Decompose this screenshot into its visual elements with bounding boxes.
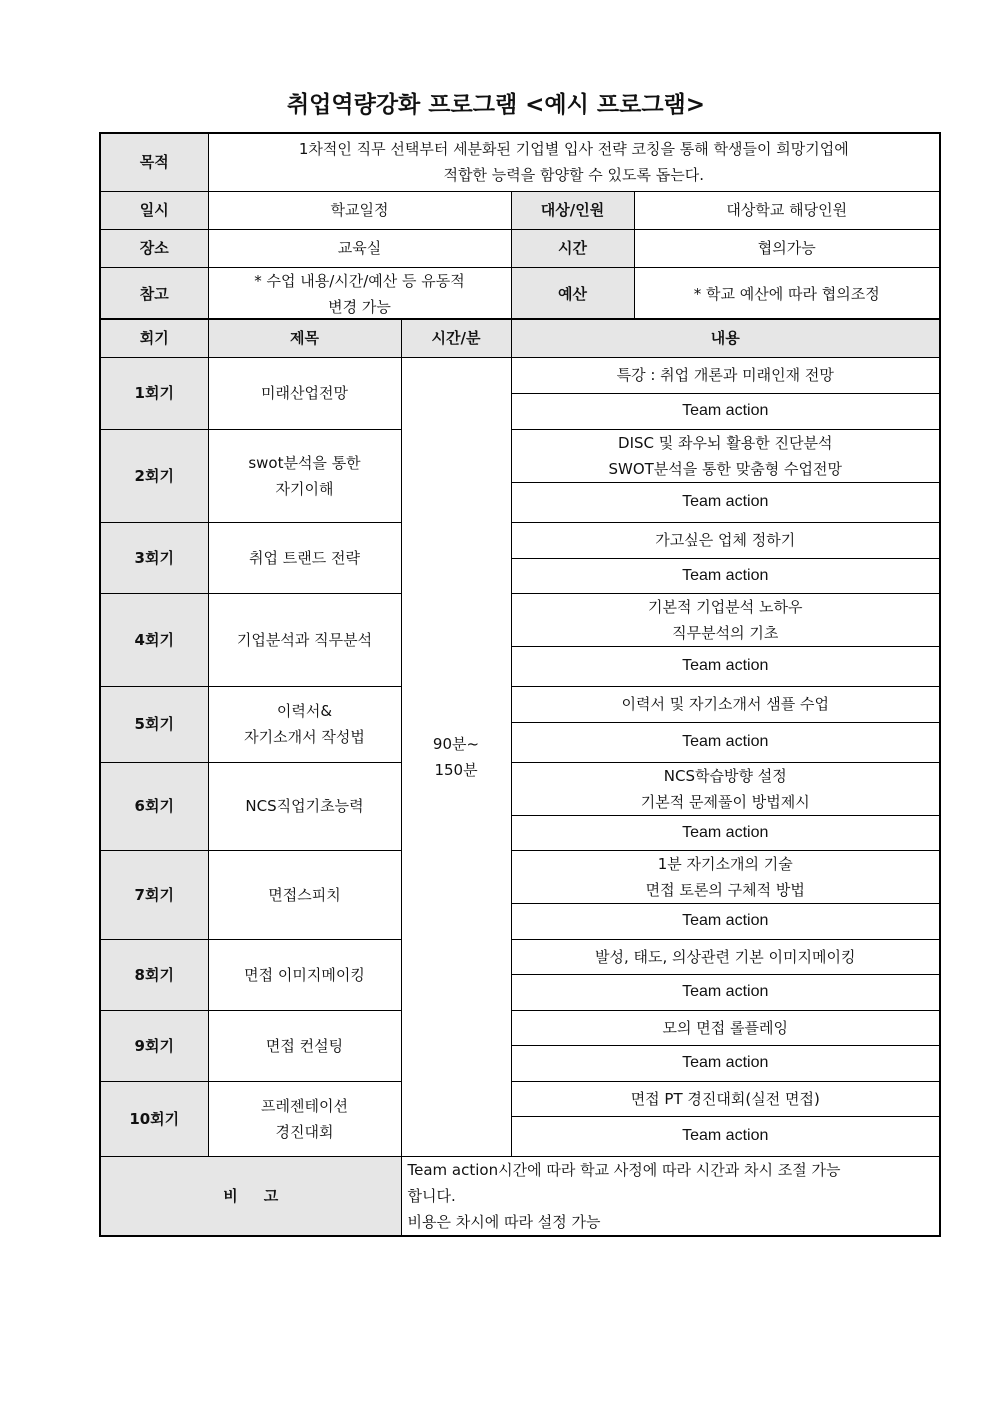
- session-subject: 면접 이미지메이킹: [208, 939, 401, 1010]
- header-content: 내용: [511, 319, 940, 357]
- team-action: Team action: [511, 1116, 940, 1156]
- purpose-label: 목적: [100, 133, 208, 191]
- time-label: 시간: [511, 229, 634, 267]
- place-value: 교육실: [208, 229, 511, 267]
- session-content: DISC 및 좌우뇌 활용한 진단분석 SWOT분석을 통한 맞춤형 수업전망: [511, 429, 940, 482]
- purpose-value: 1차적인 직무 선택부터 세분화된 기업별 입사 전략 코칭을 통해 학생들이 희망기업에 적합한 능력을 함양할 수 있도록 돕는다.: [208, 133, 940, 191]
- ref-label: 참고: [100, 267, 208, 321]
- header-duration: 시간/분: [401, 319, 511, 357]
- date-label: 일시: [100, 191, 208, 229]
- session-label: 6회기: [100, 762, 208, 850]
- info-table: [99, 132, 941, 322]
- session-content: 특강 : 취업 개론과 미래인재 전망: [511, 357, 940, 393]
- session-label: 10회기: [100, 1081, 208, 1156]
- remarks-label: 비 고: [100, 1156, 401, 1236]
- session-content: 1분 자기소개의 기술 면접 토론의 구체적 방법: [511, 850, 940, 903]
- team-action: Team action: [511, 722, 940, 762]
- budget-value: * 학교 예산에 따라 협의조정: [634, 267, 940, 321]
- team-action: Team action: [511, 815, 940, 850]
- session-subject: 면접 컨설팅: [208, 1010, 401, 1081]
- session-content: NCS학습방향 설정 기본적 문제풀이 방법제시: [511, 762, 940, 815]
- team-action: Team action: [511, 482, 940, 522]
- date-value: 학교일정: [208, 191, 511, 229]
- ref-value: * 수업 내용/시간/예산 등 유동적 변경 가능: [208, 267, 511, 321]
- session-subject: 프레젠테이션 경진대회: [208, 1081, 401, 1156]
- session-label: 4회기: [100, 593, 208, 686]
- session-content: 기본적 기업분석 노하우 직무분석의 기초: [511, 593, 940, 646]
- session-subject: 이력서& 자기소개서 작성법: [208, 686, 401, 762]
- session-label: 5회기: [100, 686, 208, 762]
- session-label: 2회기: [100, 429, 208, 522]
- budget-label: 예산: [511, 267, 634, 321]
- session-label: 8회기: [100, 939, 208, 1010]
- session-content: 가고싶은 업체 정하기: [511, 522, 940, 558]
- time-value: 협의가능: [634, 229, 940, 267]
- remarks-value: Team action시간에 따라 학교 사정에 따라 시간과 차시 조절 가능 합니다. 비용은 차시에 따라 설정 가능: [401, 1156, 940, 1236]
- session-label: 7회기: [100, 850, 208, 939]
- session-content: 면접 PT 경진대회(실전 면접): [511, 1081, 940, 1116]
- session-content: 발성, 태도, 의상관련 기본 이미지메이킹: [511, 939, 940, 974]
- page-title: 취업역량강화 프로그램 <예시 프로그램>: [286, 92, 706, 118]
- place-label: 장소: [100, 229, 208, 267]
- session-content: 모의 면접 롤플레잉: [511, 1010, 940, 1045]
- team-action: Team action: [511, 974, 940, 1010]
- target-label: 대상/인원: [511, 191, 634, 229]
- session-subject: 미래산업전망: [208, 357, 401, 429]
- session-content: 이력서 및 자기소개서 샘플 수업: [511, 686, 940, 722]
- schedule-table: [99, 318, 941, 1237]
- session-subject: 취업 트랜드 전략: [208, 522, 401, 593]
- team-action: Team action: [511, 558, 940, 593]
- session-subject: 기업분석과 직무분석: [208, 593, 401, 686]
- target-value: 대상학교 해당인원: [634, 191, 940, 229]
- header-subject: 제목: [208, 319, 401, 357]
- team-action: Team action: [511, 903, 940, 939]
- session-label: 3회기: [100, 522, 208, 593]
- team-action: Team action: [511, 646, 940, 686]
- session-subject: NCS직업기초능력: [208, 762, 401, 850]
- session-label: 9회기: [100, 1010, 208, 1081]
- session-label: 1회기: [100, 357, 208, 429]
- session-subject: 면접스피치: [208, 850, 401, 939]
- team-action: Team action: [511, 393, 940, 429]
- header-session: 회기: [100, 319, 208, 357]
- duration-value: 90분~ 150분: [401, 357, 511, 1156]
- session-subject: swot분석을 통한 자기이해: [208, 429, 401, 522]
- team-action: Team action: [511, 1045, 940, 1081]
